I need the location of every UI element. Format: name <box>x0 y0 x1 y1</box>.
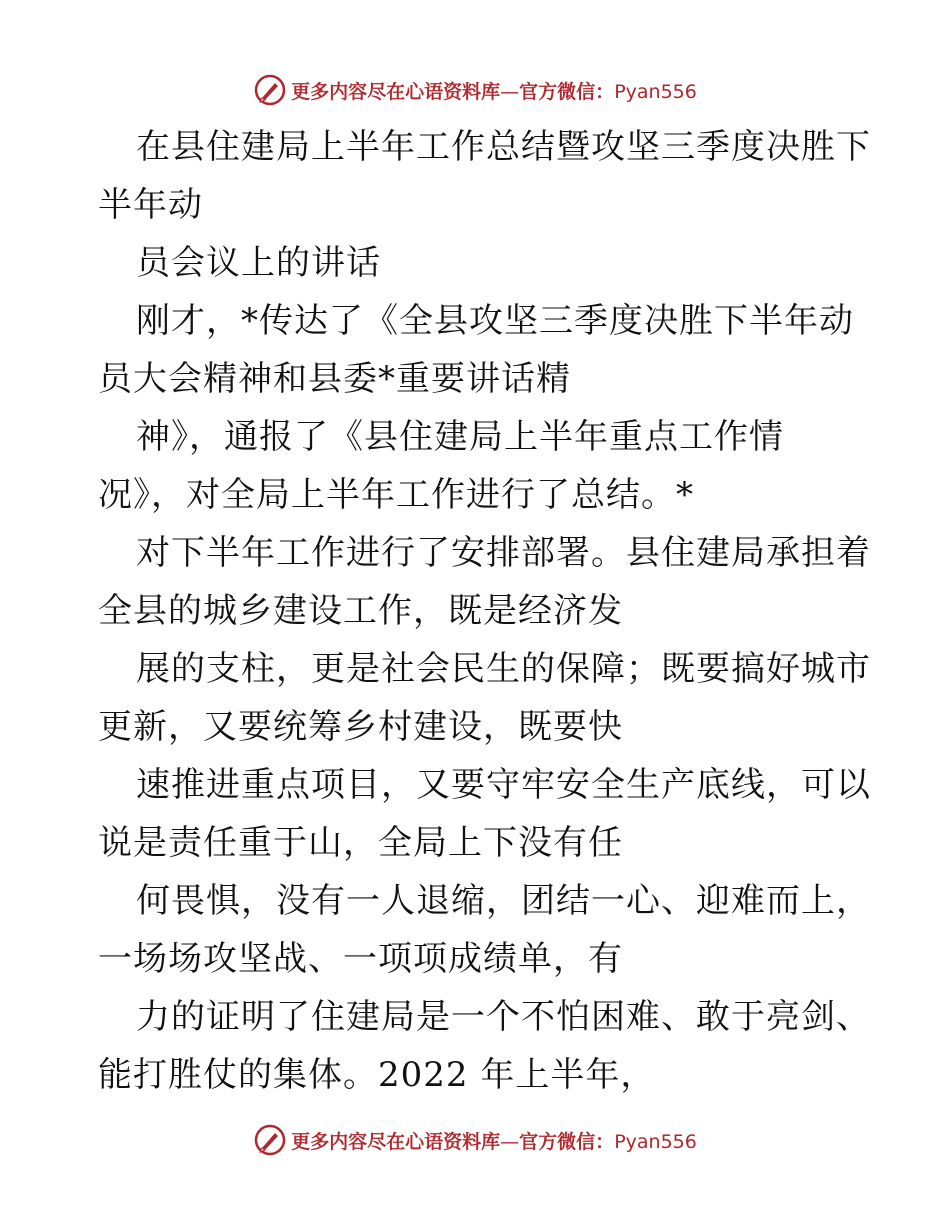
paragraph-line: 对下半年工作进行了安排部署。县住建局承担着 <box>136 533 871 573</box>
paragraph-line: 一场场攻坚战、一项项成绩单，有 <box>98 939 623 979</box>
pen-logo-icon <box>253 73 287 107</box>
paragraph-line: 刚才，*传达了《全县攻坚三季度决胜下半年动 <box>136 301 854 341</box>
paragraph-line: 员大会精神和县委*重要讲话精 <box>98 359 571 399</box>
paragraph-line: 何畏惧，没有一人退缩，团结一心、迎难而上， <box>136 881 871 921</box>
paragraph-line: 在县住建局上半年工作总结暨攻坚三季度决胜下 <box>136 127 871 167</box>
paragraph-line: 半年动 <box>98 185 203 225</box>
paragraph-line: 全县的城乡建设工作，既是经济发 <box>98 591 623 631</box>
paragraph-line: 说是责任重于山，全局上下没有任 <box>98 823 623 863</box>
paragraph-line: 速推进重点项目，又要守牢安全生产底线，可以 <box>136 765 871 805</box>
watermark-text: 更多内容尽在心语资料库—官方微信：Pyan556 <box>291 1130 697 1153</box>
paragraph-line: 更新，又要统筹乡村建设，既要快 <box>98 707 623 747</box>
paragraph-line: 员会议上的讲话 <box>136 243 381 283</box>
paragraph-line: 神》，通报了《县住建局上半年重点工作情 <box>136 417 784 457</box>
watermark-text: 更多内容尽在心语资料库—官方微信：Pyan556 <box>291 80 697 103</box>
pen-logo-icon <box>253 1123 287 1157</box>
footer-watermark-banner <box>0 1120 950 1160</box>
header-watermark-banner <box>0 70 950 110</box>
paragraph-line: 力的证明了住建局是一个不怕困难、敢于亮剑、 <box>136 997 871 1037</box>
paragraph-line: 况》，对全局上半年工作进行了总结。* <box>98 475 694 515</box>
paragraph-line: 能打胜仗的集体。2022 年上半年， <box>98 1055 656 1095</box>
paragraph-line: 展的支柱，更是社会民生的保障；既要搞好城市 <box>136 649 871 689</box>
